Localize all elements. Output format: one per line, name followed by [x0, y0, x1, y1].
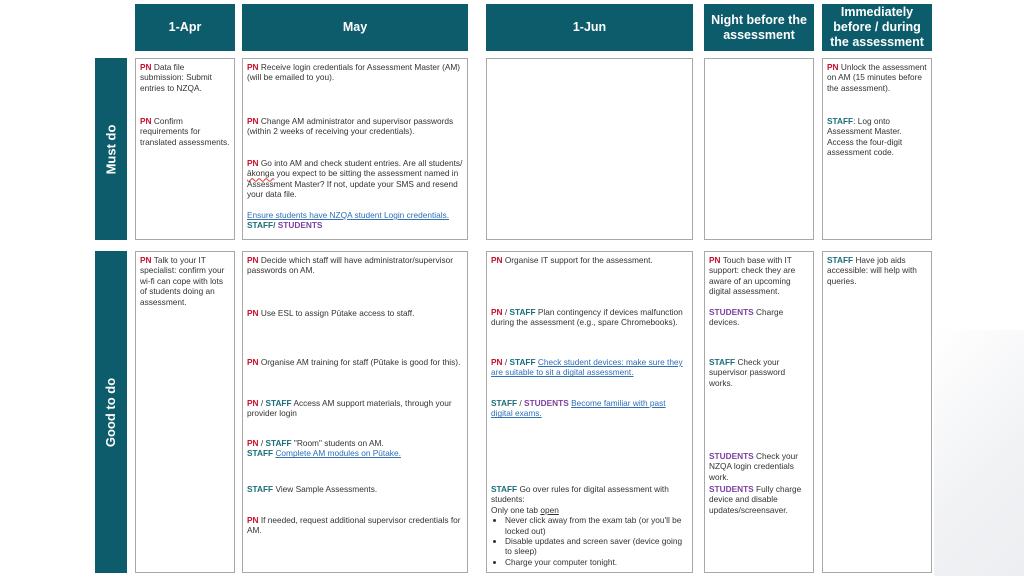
row-label-must-do: Must do [95, 58, 127, 240]
good-may-item-5: PN / STAFF "Room" students on AM. STAFF Complete AM modules on Pūtake. [247, 438, 401, 459]
rule-item: • Never click away from the exam tab (or you'll be locked out) [505, 515, 688, 536]
good-may-item-7: PN If needed, request additional supervisor credentials for AM. [247, 515, 461, 536]
complete-am-modules-link[interactable]: Complete AM modules on Pūtake. [275, 448, 401, 459]
must-may-item-2: PN Change AM administrator and supervisor passwords (within 2 weeks of receiving your credentials). [247, 116, 454, 137]
header-1-apr: 1-Apr [135, 4, 235, 51]
header-may: May [242, 4, 468, 51]
header-night-before: Night before the assessment [704, 4, 814, 51]
must-may-item-4: Ensure students have NZQA student Login credentials. STAFF/ STUDENTS [247, 210, 450, 231]
rule-item: • Disable updates and screen saver (device going to sleep) [505, 536, 688, 557]
good-imm-item-1: STAFF Have job aids accessible: will help with queries. [827, 255, 917, 286]
must-imm-item-2: STAFF: Log onto Assessment Master. Access the four-digit assessment code. [827, 116, 903, 158]
must-apr-item-2: PN Confirm requirements for translated assessments. [140, 116, 230, 147]
past-exams-link[interactable]: Become familiar with past digital exams. [491, 398, 666, 419]
good-apr-item-1: PN Talk to your IT specialist: confirm your wi-fi can cope with lots of students doing an assessment. [140, 255, 225, 307]
row-label-good-to-do: Good to do [95, 251, 127, 573]
check-devices-link[interactable]: Check student devices: make sure they are suitable to sit a digital assessment. [491, 357, 683, 378]
good-night-cell [704, 251, 814, 573]
good-may-item-6: STAFF View Sample Assessments. [247, 484, 378, 494]
must-may-item-3: PN Go into AM and check student entries. Are all students/ākonga you expect to be sitting the assessment named in Assessment Master? If not, update your SMS and resend your data file. [247, 158, 463, 200]
good-night-item-2: STUDENTS Charge devices. [709, 307, 784, 328]
good-may-item-4: PN / STAFF Access AM support materials, through your provider login [247, 398, 452, 419]
good-jun-item-3: PN / STAFF Check student devices: make sure they are suitable to sit a digital assessment. [491, 357, 683, 378]
good-jun-item-2: PN / STAFF Plan contingency if devices malfunction during the assessment (e.g., spare Chromebooks). [491, 307, 683, 328]
header-1-jun: 1-Jun [486, 4, 693, 51]
must-jun-cell [486, 58, 693, 240]
good-may-item-1: PN Decide which staff will have administrator/supervisor passwords on AM. [247, 255, 453, 276]
good-jun-item-4: STAFF / STUDENTS Become familiar with past digital exams. [491, 398, 666, 419]
must-imm-cell [822, 58, 932, 240]
good-night-item-3: STAFF Check your supervisor password works. [709, 357, 786, 388]
good-jun-item-5: STAFF Go over rules for digital assessment with students: Only one tab open • Never click away from the exam tab (or you'll be locked out) • Disable updates and screen saver (device going to sleep) • Charge your computer tonight. [491, 484, 688, 567]
good-jun-cell [486, 251, 693, 573]
digital-rules-list [491, 515, 688, 567]
good-imm-cell [822, 251, 932, 573]
must-may-cell [242, 58, 468, 240]
slide [90, 0, 938, 576]
good-jun-item-1: PN Organise IT support for the assessment. [491, 255, 653, 265]
ensure-credentials-link[interactable]: Ensure students have NZQA student Login credentials. [247, 210, 450, 220]
good-may-item-3: PN Organise AM training for staff (Pūtake is good for this). [247, 357, 461, 367]
must-night-cell [704, 58, 814, 240]
good-night-item-1: PN Touch base with IT support: check they are aware of an upcoming digital assessment. [709, 255, 796, 297]
good-may-item-2: PN Use ESL to assign Pūtake access to staff. [247, 308, 415, 318]
must-apr-cell [135, 58, 235, 240]
header-immediately-before: Immediately before / during the assessment [822, 4, 932, 51]
must-imm-item-1: PN Unlock the assessment on AM (15 minutes before the assessment). [827, 62, 927, 93]
must-may-item-1: PN Receive login credentials for Assessment Master (AM) (will be emailed to you). [247, 62, 461, 83]
good-night-item-4: STUDENTS Check your NZQA login credentials work. [709, 451, 798, 482]
background-decoration [934, 330, 1024, 576]
good-may-cell [242, 251, 468, 573]
good-night-item-5: STUDENTS Fully charge device and disable updates/screensaver. [709, 484, 802, 515]
must-apr-item-1: PN Data file submission: Submit entries to NZQA. [140, 62, 212, 93]
good-apr-cell [135, 251, 235, 573]
rule-item: • Charge your computer tonight. [505, 557, 688, 567]
